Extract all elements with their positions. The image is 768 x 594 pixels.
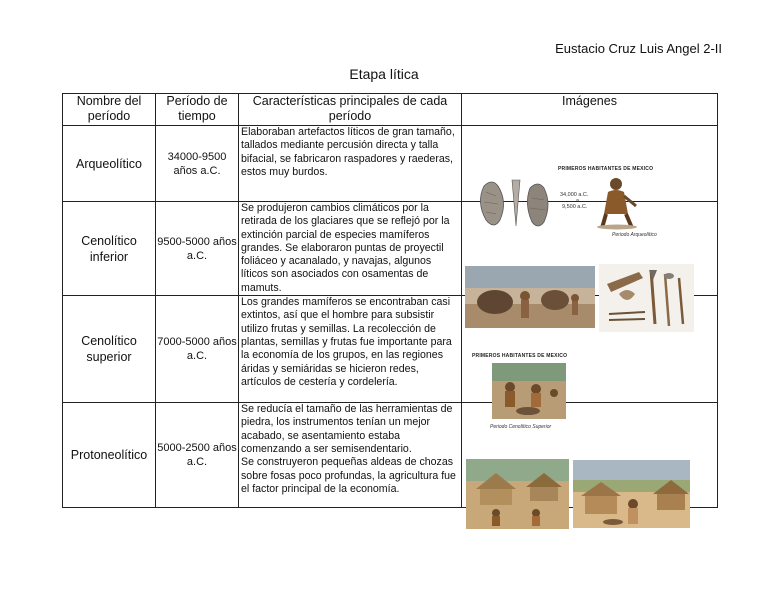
period-description: Los grandes mamíferos se encontraban casi extintos, así que el hombre para subsistir utilizo frutas y semillas. La recolección de plantas, semillas y frutas fue importante para la economía de los grupos, en las regiones áridas y semiáridas se hicieron redes, artículos de cestería y cordelería.: [239, 296, 462, 403]
period-images: [462, 296, 718, 431]
image-date-end: 9,500 a.C.: [562, 203, 588, 210]
periods-table: [62, 93, 718, 508]
period-description: Elaboraban artefactos líticos de gran tamaño, tallados mediante percusión directa y talla bifacial, se fabricaron raspadores y raederas, estos muy burdos.: [239, 126, 462, 202]
period-images: [462, 403, 718, 508]
image-caption: PRIMEROS HABITANTES DE MEXICO: [558, 165, 654, 172]
table-row: [63, 202, 718, 296]
period-name: Arqueolítico: [63, 126, 156, 202]
header-images: Imágenes: [462, 94, 718, 126]
period-time: 9500-5000 años a.C.: [156, 202, 239, 296]
table-row: [63, 126, 718, 202]
farming-image: [573, 460, 690, 528]
header-time: Período de tiempo: [156, 94, 239, 126]
period-description: Se reducía el tamaño de las herramientas de piedra, los instrumentos tenían un mejor acabado, se asentamiento estaba comenzando a ser semisendentario. Se construyeron pequeñas aldeas de chozas sobre fosas poco profundas, la agricultura fue el factor principal de la economía.: [239, 403, 462, 508]
period-name: Cenolítico superior: [63, 296, 156, 403]
period-description: Se produjeron cambios climáticos por la retirada de los glaciares que se reflejó por la extinción parcial de especies mamíferos grandes. Se elaboraron puntas de proyectil foliáceo y acanalado, y navajas, algunos líticos son asociados con osamentas de mamuts.: [239, 202, 462, 296]
period-name: Protoneolítico: [63, 403, 156, 508]
image-date-separator: a: [576, 197, 580, 204]
page-title: Etapa lítica: [349, 66, 419, 82]
author-name: Eustacio Cruz Luis Angel 2-II: [555, 41, 722, 56]
table-row: [63, 403, 718, 508]
image-caption: PRIMEROS HABITANTES DE MEXICO: [472, 353, 568, 360]
table-row: [63, 296, 718, 403]
period-images: [462, 202, 718, 296]
period-name: Cenolítico inferior: [63, 202, 156, 296]
image-note: Periodo Arqueolítico: [612, 231, 657, 238]
header-name: Nombre del período: [63, 94, 156, 126]
village-image: [466, 459, 569, 529]
header-desc: Características principales de cada período: [239, 94, 462, 126]
period-images: [462, 126, 718, 238]
image-date-start: 34,000 a.C.: [560, 191, 589, 198]
period-time: 7000-5000 años a.C.: [156, 296, 239, 403]
period-time: 34000-9500 años a.C.: [156, 126, 239, 202]
table-header-row: [63, 94, 718, 126]
image-note: Periodo Cenolítico Superior: [490, 424, 552, 431]
period-time: 5000-2500 años a.C.: [156, 403, 239, 508]
